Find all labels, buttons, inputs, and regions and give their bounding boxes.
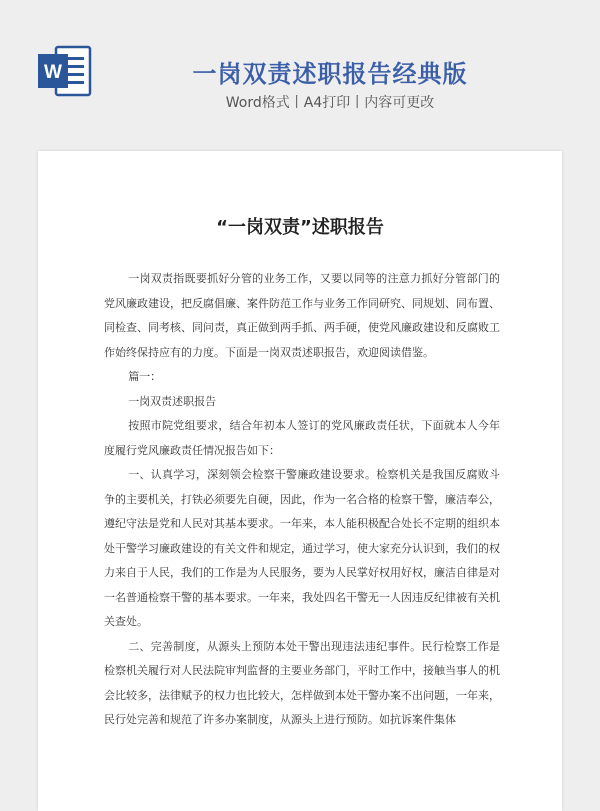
header — [0, 0, 600, 150]
paragraph-section-2: 二、完善制度，从源头上预防本处干警出现违法违纪事件。民行检察工作是检察机关履行对人民法院审判监督的主要业务部门，平时工作中，接触当事人的机会比较多，法律赋予的权力也比较大，怎样做到本处干警办案不出问题，一年来，民行处完善和规范了许多办案制度，从源头上进行预防。如抗诉案件集体 — [104, 639, 500, 726]
word-icon-letter: W — [44, 62, 62, 83]
header-subtitle: Word格式丨A4打印丨内容可更改 — [225, 95, 435, 111]
word-icon — [34, 44, 94, 98]
paragraph-report-title: 一岗双责述职报告 — [128, 394, 217, 408]
document-body — [104, 267, 500, 733]
header-title: 一岗双责述职报告经典版 — [192, 60, 468, 88]
document-title: “一岗双责”述职报告 — [216, 217, 384, 238]
paragraph-opening: 按照市院党组要求，结合年初本人签订的党风廉政责任状，下面就本人今年度履行党风廉政责任情况报告如下： — [104, 419, 500, 457]
document-page — [38, 151, 562, 811]
paragraph-section-1: 一、认真学习，深刻领会检察干警廉政建设要求。检察机关是我国反腐败斗争的主要机关，打铁必须要先自硬，因此，作为一名合格的检察干警，廉洁奉公，遵纪守法是党和人民对其基本要求。一年来，本人能积极配合处长不定期的组织本处干警学习廉政建设的有关文件和规定，通过学习，使大家充分认识到，我们的权力来自于人民，我们的工作是为人民服务，要为人民掌好权用好权，廉洁自律是对一名普通检察干警的基本要求。一年来，我处四名干警无一人因违反纪律被有关机关查处。 — [104, 468, 500, 628]
paragraph-part-label: 篇一： — [128, 370, 162, 383]
paragraph-intro: 一岗双责指既要抓好分管的业务工作，又要以同等的注意力抓好分管部门的党风廉政建设，把反腐倡廉、案件防范工作与业务工作同研究、同规划、同布置、同检查、同考核、同问责，真正做到两手抓、两手硬，使党风廉政建设和反腐败工作始终保持应有的力度。下面是一岗双责述职报告，欢迎阅读借鉴。 — [104, 272, 500, 359]
